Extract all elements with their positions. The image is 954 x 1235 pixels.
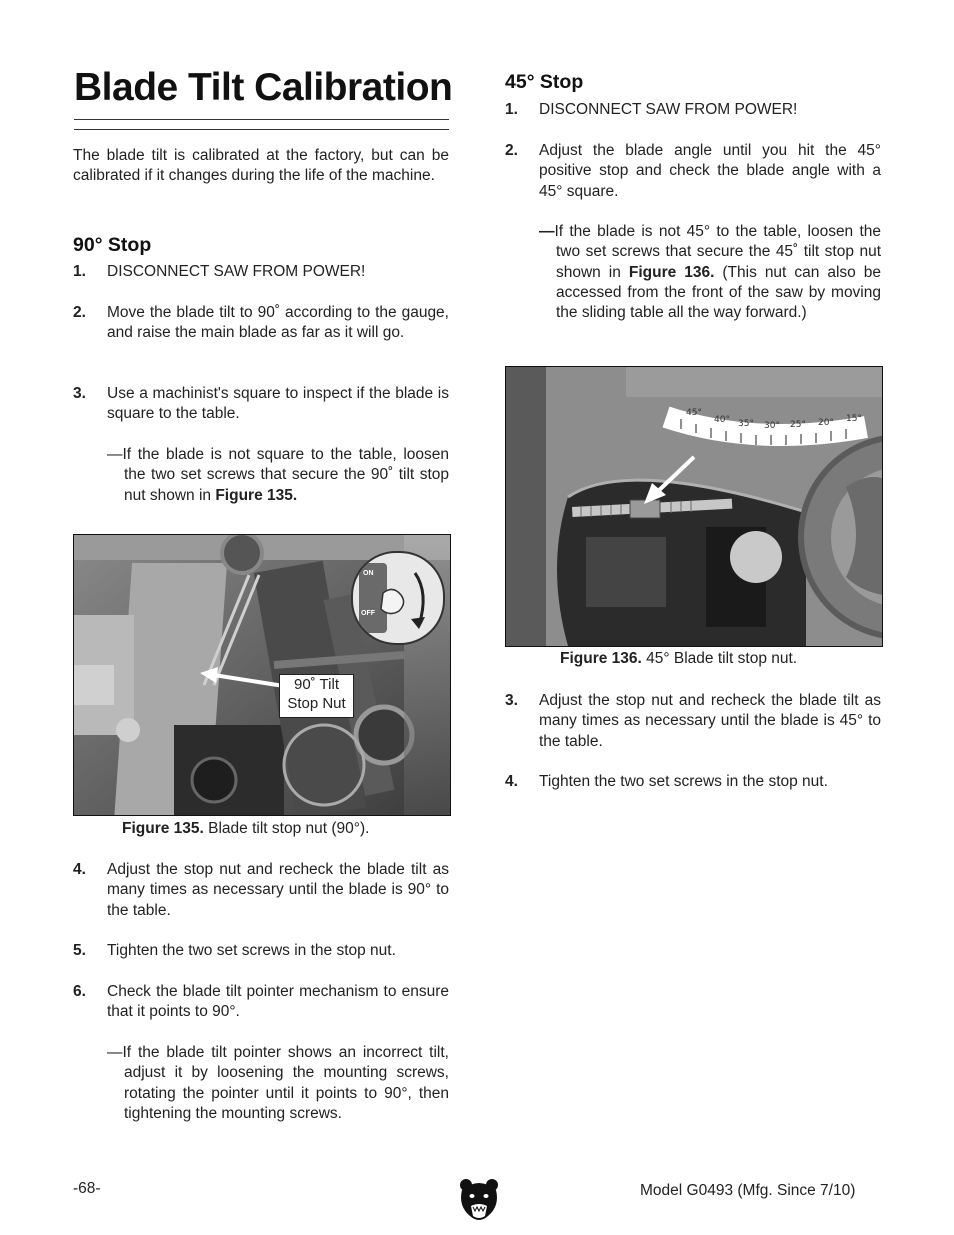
scale-label: 40°: [714, 415, 730, 425]
note-dash: —: [539, 223, 555, 240]
list-item: [73, 982, 449, 1023]
caption-text: Blade tilt stop nut (90°).: [203, 820, 370, 837]
step-3-note: [107, 445, 449, 506]
title-rule-bottom: [74, 129, 449, 130]
step-text: Use a machinist's square to inspect if the blade is square to the table.: [107, 385, 449, 423]
scale-label: 20°: [818, 418, 834, 428]
scale-label: 35°: [738, 419, 754, 429]
caption-figure-number: Figure 135.: [122, 820, 204, 837]
model-info: Model G0493 (Mfg. Since 7/10): [640, 1182, 856, 1199]
note-text: If the blade is not 45° to the table, loosen the two set screws that secure the 45˚ tilt stop nut shown in: [554, 223, 881, 281]
scale-label: 30°: [764, 421, 780, 431]
power-switch-inset: [351, 551, 445, 645]
caption-figure-number: Figure 136.: [560, 650, 642, 667]
stop-nut-label: [279, 674, 354, 718]
step-number: 1.: [73, 263, 86, 280]
list-item: [73, 860, 449, 921]
step-number: 3.: [73, 385, 86, 402]
page-number: -68-: [73, 1180, 101, 1197]
figure-reference: Figure 135.: [215, 486, 298, 504]
list-item: [505, 691, 881, 752]
step-number: 2.: [73, 304, 86, 321]
list-item: [73, 941, 449, 961]
step-text: Move the blade tilt to 90˚ according to the gauge, and raise the main blade as far as it will go.: [107, 304, 449, 342]
label-line-1: 90˚ Tilt: [293, 676, 339, 693]
step-number: 1.: [505, 101, 518, 118]
list-item: [505, 100, 881, 120]
step-text: Tighten the two set screws in the stop nut.: [107, 942, 396, 959]
list-item: [73, 303, 449, 364]
step-number: 4.: [505, 773, 518, 790]
list-item: [73, 262, 449, 282]
bear-head-icon: [458, 1176, 500, 1224]
step-text: Check the blade tilt pointer mechanism to ensure that it points to 90°.: [107, 983, 449, 1021]
step-number: 6.: [73, 983, 86, 1000]
label-line-2: Stop Nut: [287, 695, 346, 712]
caption-text: 45° Blade tilt stop nut.: [641, 650, 798, 667]
hand-pressing-off-icon: [353, 553, 443, 643]
scale-label: 45°: [686, 408, 702, 418]
figure-reference: Figure 136.: [628, 263, 715, 281]
note-text: —If the blade is not square to the table, loosen the two set screws that secure the 90˚ tilt stop nut shown in: [107, 446, 449, 504]
step-text: Adjust the stop nut and recheck the blade tilt as many times as necessary until the blade is 90° to the table.: [107, 861, 449, 919]
grizzly-bear-logo-icon: [458, 1176, 500, 1224]
pointer-arrow-icon: [192, 665, 292, 695]
step-2-note: [539, 222, 881, 323]
list-item: [505, 772, 881, 792]
scale-label: 15°: [846, 414, 862, 424]
section-heading-45-stop: 45° Stop: [505, 71, 584, 93]
blade-tilt-scale-illustration: [506, 367, 882, 646]
scale-label: 25°: [790, 420, 806, 430]
step-number: 2.: [505, 142, 518, 159]
step-text: DISCONNECT SAW FROM POWER!: [107, 263, 366, 280]
section-heading-90-stop: 90° Stop: [73, 234, 152, 256]
list-item: [505, 141, 881, 202]
list-item: [73, 384, 449, 425]
figure-136-photo: [505, 366, 883, 647]
figure-136-caption: [560, 650, 797, 668]
step-number: 4.: [73, 861, 86, 878]
switch-on-label: ON: [363, 570, 374, 577]
step-number: 5.: [73, 942, 86, 959]
note-text-suffix: (This nut can also be accessed from the front of the saw by moving the sliding table all the way forward.): [556, 263, 881, 322]
page-title: Blade Tilt Calibration: [74, 66, 453, 109]
figure-135-photo: [73, 534, 451, 816]
figure-135-caption: [122, 820, 369, 838]
step-number: 3.: [505, 692, 518, 709]
switch-off-label: OFF: [361, 610, 375, 617]
intro-paragraph: The blade tilt is calibrated at the factory, but can be calibrated if it changes during the life of the machine.: [73, 147, 449, 185]
step-text: Adjust the stop nut and recheck the blade tilt as many times as necessary until the blade is 45° to the table.: [539, 692, 881, 750]
step-text: DISCONNECT SAW FROM POWER!: [539, 101, 798, 118]
title-rule-top: [74, 119, 449, 120]
step-text: Adjust the blade angle until you hit the 45° positive stop and check the blade angle with a 45° square.: [539, 142, 881, 200]
step-6-note: —If the blade tilt pointer shows an incorrect tilt, adjust it by loosening the mounting screws, rotating the pointer until it points to 90°, then tightening the mounting screws.: [107, 1044, 449, 1122]
step-text: Tighten the two set screws in the stop nut.: [539, 773, 828, 790]
